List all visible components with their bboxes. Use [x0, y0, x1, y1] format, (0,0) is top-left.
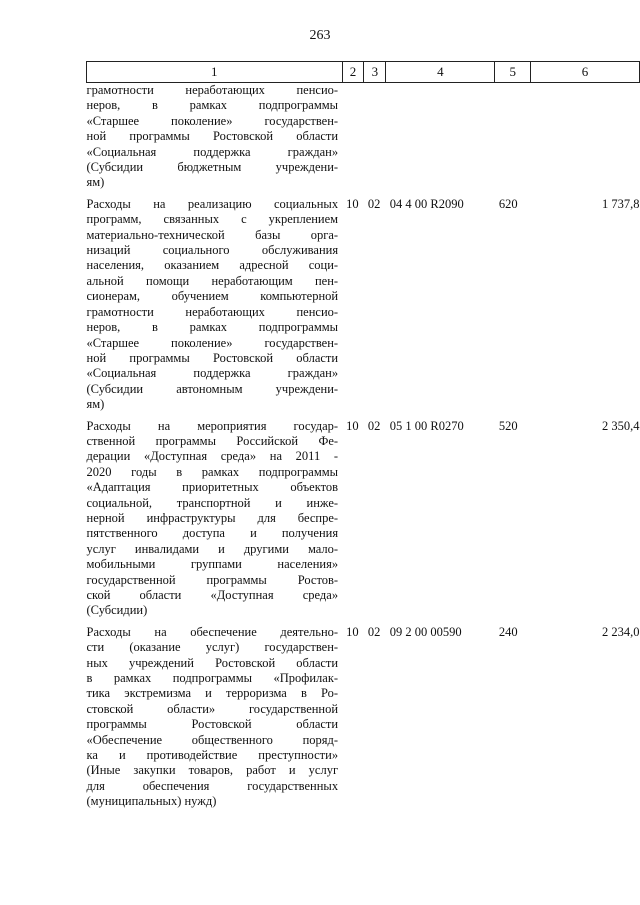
- description-line: «Адаптация приоритетных объектов: [86, 480, 339, 495]
- section-code: 10: [346, 418, 359, 433]
- description-line: государственной программы Ростов-: [86, 572, 339, 587]
- target-article-code: 04 4 00 R2090: [389, 196, 464, 211]
- description-line: «Социальная поддержка граждан»: [86, 366, 339, 381]
- description-line: 2020 годы в рамках подпрограммы: [86, 464, 339, 479]
- description-line: нерной инфраструктуры для беспре-: [86, 510, 339, 525]
- section-code: [342, 83, 364, 197]
- table-row: [87, 625, 640, 816]
- description-line: (Субсидии): [86, 603, 148, 618]
- description-line: ных учреждений Ростовской области: [86, 655, 339, 670]
- description-line: ственной программы Российской Фе-: [86, 433, 339, 448]
- expense-description: [87, 197, 343, 419]
- description-line: грамотности неработающих пенсио-: [86, 304, 339, 319]
- description-line: ной программы Ростовской области: [86, 129, 339, 144]
- description-line: (муниципальных) нужд): [86, 794, 217, 809]
- description-line: «Обеспечение общественного поряд-: [86, 732, 339, 747]
- description-line: сти (оказание услуг) государствен-: [86, 640, 339, 655]
- description-line: Расходы на реализацию социальных: [86, 196, 339, 211]
- table-body: [87, 83, 640, 816]
- subsection-code: 02: [367, 418, 381, 433]
- description-line: сионерам, обучением компьютерной: [86, 289, 339, 304]
- section-code: 10: [346, 624, 359, 639]
- subsection-code: 02: [367, 196, 381, 211]
- description-line: для обеспечения государственных: [86, 778, 339, 793]
- description-line: «Старшее поколение» государствен-: [86, 335, 339, 350]
- description-line: населения, оказанием адресной соци-: [86, 258, 339, 273]
- expense-type-code: 520: [498, 418, 518, 433]
- description-line: (Иные закупки товаров, работ и услуг: [86, 763, 339, 778]
- expense-type-code: [495, 83, 531, 197]
- description-line: пятственного доступа и получения: [86, 526, 339, 541]
- description-line: стовской области» государственной: [86, 701, 339, 716]
- description-line: неров, в рамках подпрограммы: [86, 320, 339, 335]
- col-header-2: 2: [342, 62, 364, 83]
- table-row: [87, 83, 640, 197]
- description-line: дерации «Доступная среда» на 2011 -: [86, 449, 339, 464]
- description-line: (Субсидии автономным учреждени-: [86, 381, 339, 396]
- subsection-code: 02: [367, 624, 381, 639]
- col-header-5: 5: [495, 62, 531, 83]
- description-line: ям): [86, 397, 105, 412]
- description-line: ям): [86, 175, 105, 190]
- description-line: грамотности неработающих пенсио-: [86, 83, 339, 97]
- description-line: неров, в рамках подпрограммы: [86, 98, 339, 113]
- description-line: мобильными группами населения»: [86, 557, 339, 572]
- description-line: социальной, транспортной и инже-: [86, 495, 339, 510]
- description-line: «Социальная поддержка граждан»: [86, 144, 339, 159]
- expense-description: [87, 83, 343, 197]
- subsection-code: [364, 83, 386, 197]
- page-number: 263: [309, 28, 331, 43]
- description-line: Расходы на обеспечение деятельно-: [86, 624, 339, 639]
- description-line: услуг инвалидами и другими мало-: [86, 541, 339, 556]
- col-header-3: 3: [364, 62, 386, 83]
- col-header-1: 1: [87, 62, 343, 83]
- description-line: в рамках подпрограммы «Профилак-: [86, 671, 339, 686]
- description-line: ской области «Доступная среда»: [86, 588, 339, 602]
- col-header-6: 6: [531, 62, 640, 83]
- description-line: программы Ростовской области: [86, 717, 339, 732]
- expense-type-code: 240: [498, 624, 518, 639]
- description-line: ка и противодействие преступности»: [86, 748, 339, 763]
- description-line: альной помощи неработающим пен-: [86, 273, 339, 288]
- section-code: 10: [346, 196, 359, 211]
- description-line: материально-технической базы орга-: [86, 227, 339, 242]
- description-line: (Субсидии бюджетным учреждени-: [86, 160, 339, 175]
- amount: 2 234,0: [602, 624, 640, 639]
- description-line: программ, связанных с укреплением: [86, 212, 339, 227]
- header-row: [87, 62, 640, 83]
- expense-description: [87, 419, 343, 625]
- description-line: «Старшее поколение» государствен-: [86, 113, 339, 128]
- budget-table: [86, 61, 640, 816]
- amount: [531, 83, 640, 197]
- table-row: [87, 197, 640, 419]
- description-line: тика экстремизма и терроризма в Ро-: [86, 686, 339, 701]
- expense-description: [87, 625, 343, 816]
- amount: 1 737,8: [602, 196, 640, 211]
- expense-type-code: 620: [498, 196, 518, 211]
- target-article-code: 05 1 00 R0270: [389, 418, 464, 433]
- description-line: низаций социального обслуживания: [86, 243, 339, 258]
- target-article-code: 09 2 00 00590: [389, 624, 462, 639]
- description-line: ной программы Ростовской области: [86, 350, 339, 365]
- amount: 2 350,4: [602, 418, 640, 433]
- col-header-4: 4: [386, 62, 495, 83]
- table-row: [87, 419, 640, 625]
- target-article-code: [386, 83, 495, 197]
- description-line: Расходы на мероприятия государ-: [86, 418, 339, 433]
